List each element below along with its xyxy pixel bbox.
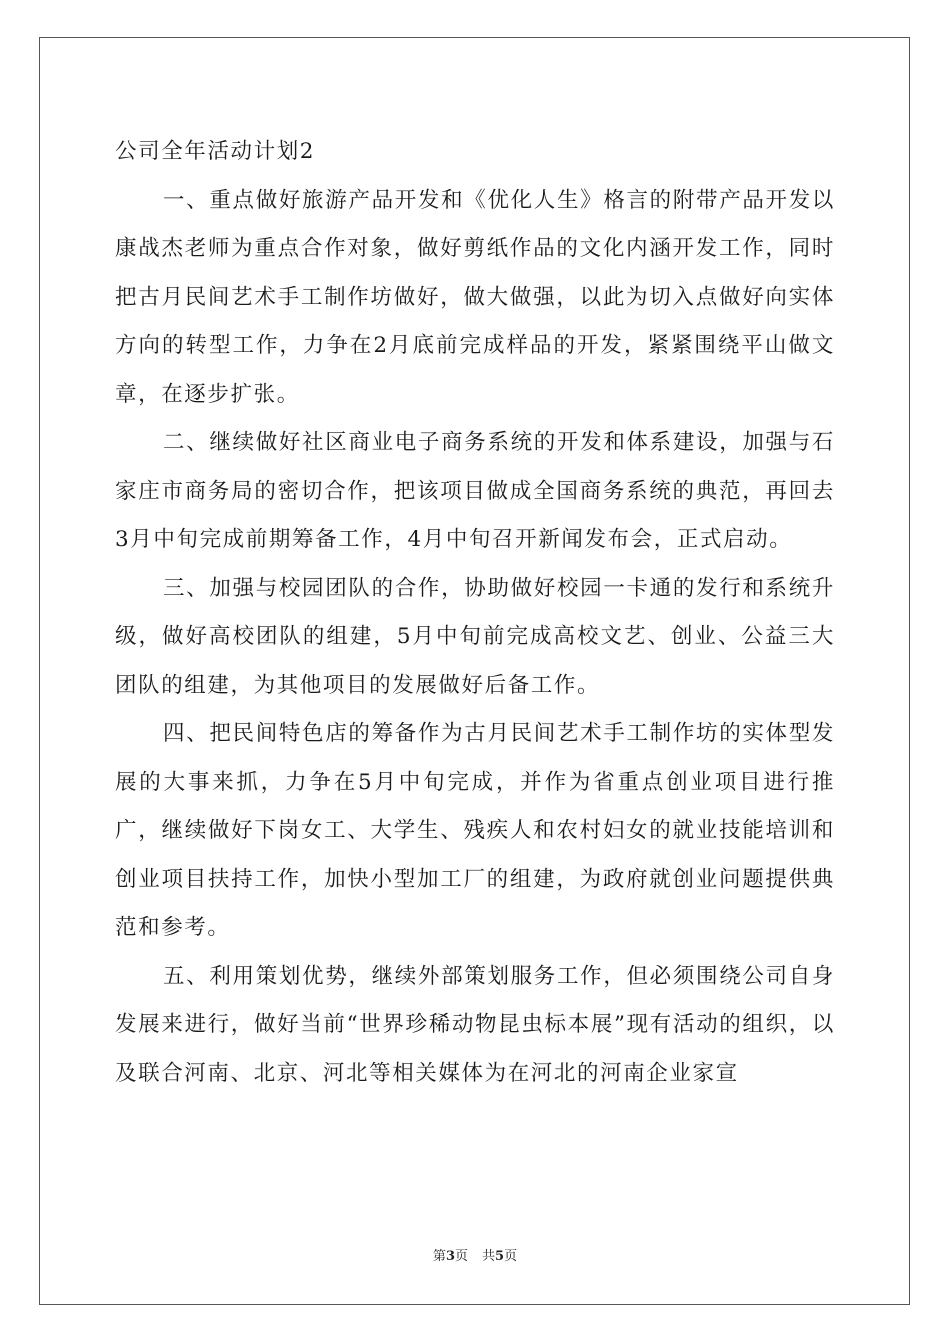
paragraph-2: 二、继续做好社区商业电子商务系统的开发和体系建设，加强与石家庄市商务局的密切合作，把该项目做成全国商务系统的典范，再回去3月中旬完成前期筹备工作，4月中旬召开新闻发布会，正式启动。 [115,430,835,552]
total-pages: 5 [495,1249,505,1264]
document-title: 公司全年活动计划2 [115,139,316,164]
page-suffix: 页 [454,1249,468,1264]
paragraph-1: 一、重点做好旅游产品开发和《优化人生》格言的附带产品开发以康战杰老师为重点合作对象，做好剪纸作品的文化内涵开发工作，同时把古月民间艺术手工制作坊做好，做大做强，以此为切入点做好向实体方向的转型工作，力争在2月底前完成样品的开发，紧紧围绕平山做文章，在逐步扩张。 [115,187,835,407]
page-number: 3 [445,1249,455,1264]
document-body [115,128,835,1098]
total-prefix: 共 [482,1249,496,1264]
page-prefix: 第 [432,1249,446,1264]
paragraph-5: 五、利用策划优势，继续外部策划服务工作，但必须围绕公司自身发展来进行，做好当前“世界珍稀动物昆虫标本展”现有活动的组织，以及联合河南、北京、河北等相关媒体为在河北的河南企业家宣 [115,963,835,1086]
paragraph-4: 四、把民间特色店的筹备作为古月民间艺术手工制作坊的实体型发展的大事来抓，力争在5月中旬完成，并作为省重点创业项目进行推广，继续做好下岗女工、大学生、残疾人和农村妇女的就业技能培训和创业项目扶持工作，加快小型加工厂的组建，为政府就创业问题提供典范和参考。 [115,721,835,940]
paragraph-3: 三、加强与校园团队的合作，协助做好校园一卡通的发行和系统升级，做好高校团队的组建，5月中旬前完成高校文艺、创业、公益三大团队的组建，为其他项目的发展做好后备工作。 [115,575,835,698]
page-footer [0,1245,950,1264]
total-suffix: 页 [504,1249,518,1264]
